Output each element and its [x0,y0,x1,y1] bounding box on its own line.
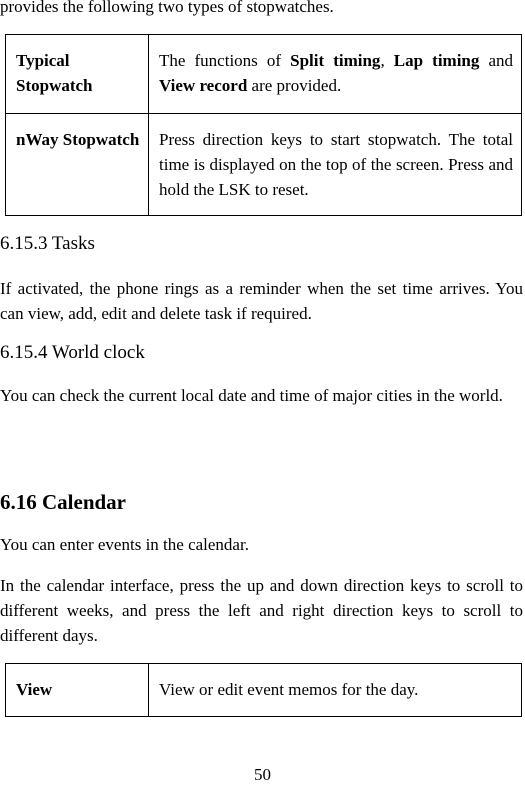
typical-stopwatch-label: Typical Stopwatch [6,35,149,114]
tasks-heading: 6.15.3 Tasks [0,233,95,254]
view-label: View [6,664,149,717]
description-text: The functions of [159,51,291,70]
stopwatch-types-table [5,34,522,216]
view-description: View or edit event memos for the day. [149,664,522,717]
calendar-heading: 6.16 Calendar [0,490,126,514]
intro-text: provides the following two types of stopwatches. [0,0,334,16]
calendar-intro: You can enter events in the calendar. [0,535,249,554]
calendar-options-table [5,663,522,717]
table-row [6,35,522,114]
split-timing-term: Split timing [290,51,381,70]
page-number: 50 [254,765,271,784]
nway-stopwatch-description: Press direction keys to start stopwatch. The total time is displayed on the top of the screen. Press and hold the LSK to reset. [149,114,522,216]
description-text: and [479,51,514,70]
description-text: , [380,51,394,70]
description-text: are provided. [247,76,342,95]
tasks-body: If activated, the phone rings as a reminder when the set time arrives. You can view, add, edit and delete task if required. [0,279,523,323]
calendar-body: In the calendar interface, press the up and down direction keys to scroll to different weeks, and press the left and right direction keys to scroll to different days. [0,576,523,645]
typical-stopwatch-description [149,35,522,114]
world-clock-heading: 6.15.4 World clock [0,342,145,363]
world-clock-body: You can check the current local date and time of major cities in the world. [0,386,503,405]
nway-stopwatch-label: nWay Stopwatch [6,114,149,216]
lap-timing-term: Lap timing [393,51,480,70]
view-record-term: View record [159,76,248,95]
table-row [6,664,522,717]
table-row [6,114,522,216]
